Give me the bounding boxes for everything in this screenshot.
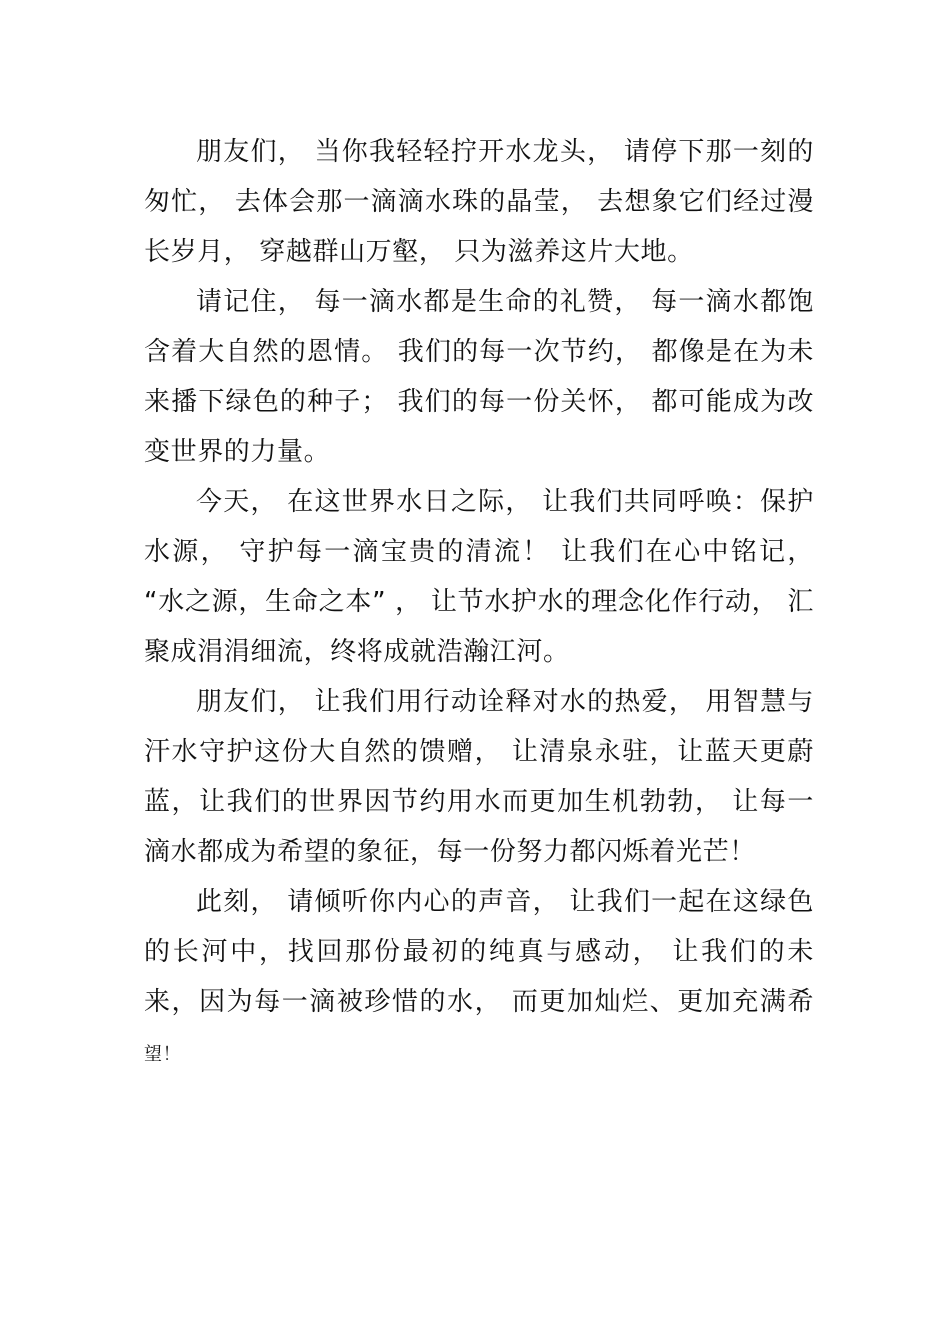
body-text — [144, 127, 814, 1080]
paragraph-4: 朋友们， 让我们用行动诠释对水的热爱， 用智慧与汗水守护这份大自然的馈赠， 让清泉永驻，让蓝天更蔚蓝，让我们的世界因节约用水而更加生机勃勃， 让每一滴水都成为希望的象征，每一份努力都闪烁着光芒！ — [144, 687, 814, 867]
paragraph-1: 朋友们， 当你我轻轻拧开水龙头， 请停下那一刻的匆忙， 去体会那一滴滴水珠的晶莹， 去想象它们经过漫长岁月， 穿越群山万壑， 只为滋养这片大地。 — [144, 137, 814, 267]
paragraph-5-main: 此刻， 请倾听你内心的声音， 让我们一起在这绿色的长河中，找回那份最初的纯真与感动， 让我们的未来，因为每一滴被珍惜的水， 而更加灿烂、更加充满希 — [144, 887, 814, 1017]
paragraph-5 — [144, 877, 814, 1080]
paragraph-2: 请记住， 每一滴水都是生命的礼赞， 每一滴水都饱含着大自然的恩情。 我们的每一次节约， 都像是在为未来播下绿色的种子； 我们的每一份关怀， 都可能成为改变世界的力量。 — [144, 287, 814, 467]
paragraph-5-tail: 望！ — [144, 1044, 182, 1065]
paragraph-3: 今天， 在这世界水日之际， 让我们共同呼唤：保护水源， 守护每一滴宝贵的清流！ 让我们在心中铭记， “水之源，生命之本” ， 让节水护水的理念化作行动， 汇聚成涓涓细流，终将成就浩瀚江河。 — [144, 487, 814, 667]
